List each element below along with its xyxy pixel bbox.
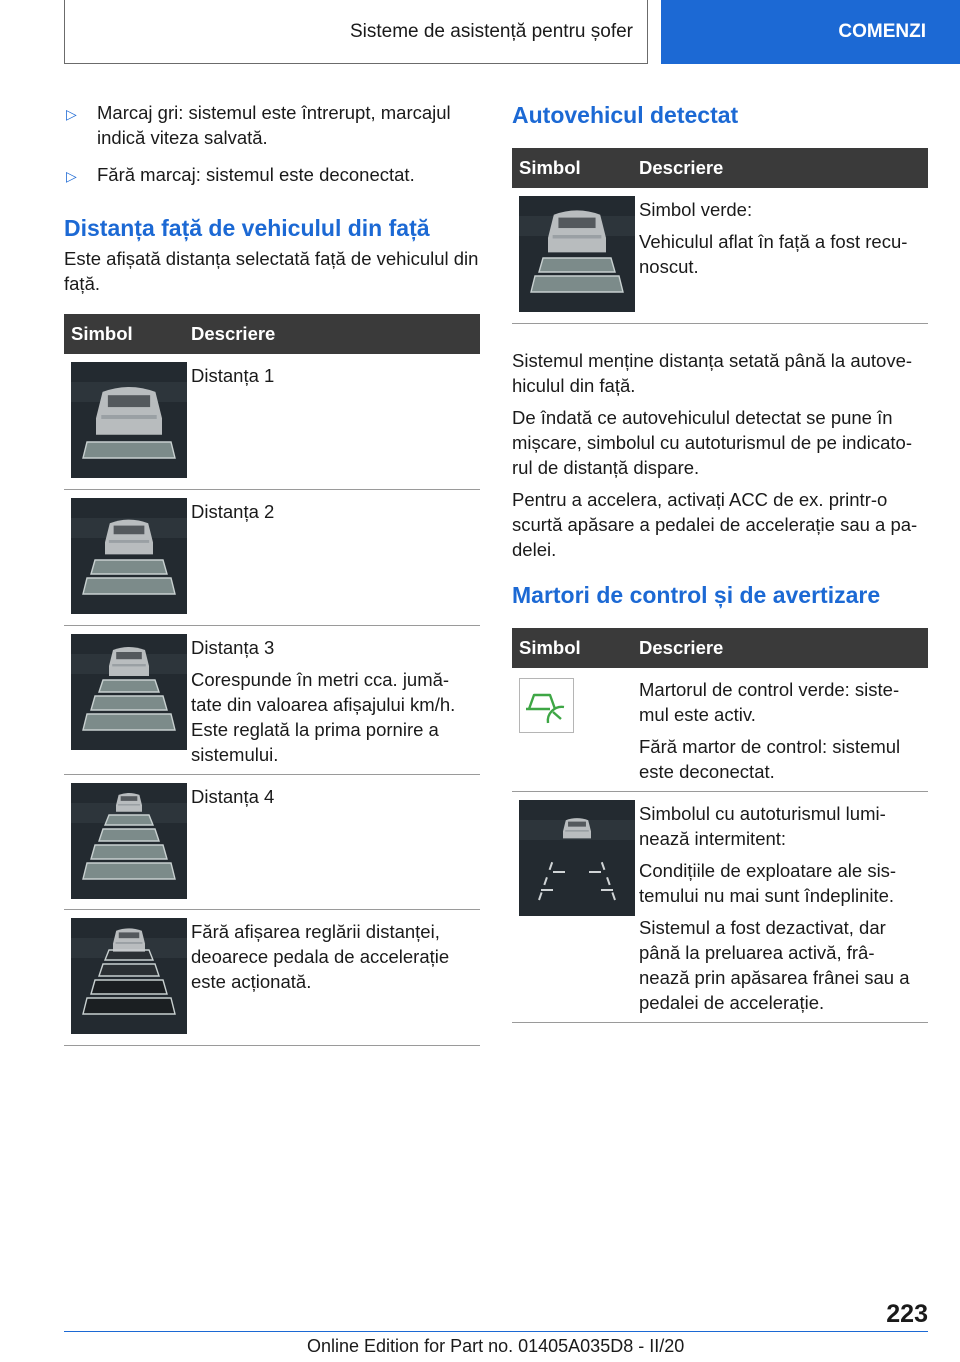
bullet-text: Fără marcaj: sistemul este deconectat. — [97, 164, 415, 185]
description-text: Distanța 2 — [191, 500, 275, 522]
vehicle-flashing-icon — [519, 800, 635, 916]
table-row — [64, 625, 480, 774]
indicator-table — [512, 628, 928, 1023]
distance-4-icon — [71, 783, 187, 899]
left-column — [64, 100, 480, 1046]
bullet-item — [64, 100, 480, 150]
table-row — [512, 791, 928, 1022]
section-heading: Autovehicul detectat — [512, 102, 739, 128]
distance-off-icon — [71, 918, 187, 1034]
distance-2-icon — [71, 498, 187, 614]
description-text: Corespunde în metri cca. jumă-tate din valoarea afișajului km/h. Este reglată la prima pornire a sistemului. — [191, 668, 456, 765]
column-header-description: Descriere — [181, 314, 480, 354]
acc-indicator-icon — [519, 678, 574, 733]
column-header-symbol: Simbol — [512, 148, 629, 188]
bullet-text: Marcaj gri: sistemul este întrerupt, marcajul indică viteza salvată. — [97, 102, 451, 148]
paragraph-group — [512, 348, 928, 562]
table-row — [64, 774, 480, 909]
column-header-description: Descriere — [629, 628, 928, 668]
triangle-bullet-icon: ▷ — [66, 168, 77, 184]
triangle-bullet-icon: ▷ — [66, 106, 77, 122]
description-text: Vehiculul aflat în față a fost recu-noscut. — [639, 231, 908, 277]
vehicle-detected-table — [512, 148, 928, 324]
intro-text: Este afișată distanța selectată față de vehiculul din față. — [64, 248, 479, 294]
description-text: Distanța 4 — [191, 785, 275, 807]
table-row — [512, 668, 928, 792]
table-row — [64, 489, 480, 625]
section-heading: Martori de control și de avertizare — [512, 581, 881, 608]
table-row — [512, 188, 928, 323]
vehicle-detected-icon — [519, 196, 635, 312]
paragraph: Pentru a accelera, activați ACC de ex. printr-o scurtă apăsare a pedalei de accelerație sau a pa-delei. — [512, 488, 918, 560]
column-header-symbol: Simbol — [64, 314, 181, 354]
page-number: 223 — [886, 1300, 928, 1328]
distance-3-icon — [71, 634, 187, 750]
description-text: Sistemul a fost dezactivat, dar până la preluarea activă, frâ-nează prin apăsarea frânei sau a pedalei de accelerație. — [639, 916, 910, 1013]
footer-divider — [64, 1331, 928, 1332]
description-text: Simbol verde: — [639, 199, 753, 220]
right-column — [512, 102, 928, 1023]
column-header-symbol: Simbol — [512, 628, 629, 668]
paragraph: Sistemul menține distanța setată până la autove-hiculul din față. — [512, 349, 913, 396]
column-header-description: Descriere — [629, 148, 928, 188]
chapter-title: COMENZI — [838, 21, 926, 42]
description-text: Fără martor de control: sistemul este deconectat. — [639, 735, 901, 782]
distance-table — [64, 314, 480, 1046]
table-row — [64, 909, 480, 1045]
distance-1-icon — [71, 362, 187, 478]
header-section-title — [64, 0, 648, 64]
section-heading: Distanța față de vehiculul din față — [64, 215, 430, 241]
description-text: Distanța 3 — [191, 636, 275, 658]
header-chapter-tab — [661, 0, 960, 64]
description-text: Distanța 1 — [191, 365, 275, 386]
section-title: Sisteme de asistență pentru șofer — [349, 20, 633, 42]
description-text: Condițiile de exploatare ale sis-temului nu mai sunt îndeplinite. — [639, 859, 897, 906]
table-row — [64, 354, 480, 489]
description-text: Martorul de control verde: siste-mul este activ. — [639, 678, 900, 725]
bullet-item — [64, 162, 480, 189]
description-text: Fără afișarea reglării distanței, deoarece pedala de accelerație este acționată. — [191, 920, 450, 992]
paragraph: De îndată ce autovehiculul detectat se pune în mișcare, simbolul cu autoturismul de pe indicato-rul de distanță dispare. — [512, 406, 912, 478]
edition-text: Online Edition for Part no. 01405A035D8 - II/20 — [307, 1336, 685, 1356]
description-text: Simbolul cu autoturismul lumi-nează intermitent: — [639, 802, 886, 849]
